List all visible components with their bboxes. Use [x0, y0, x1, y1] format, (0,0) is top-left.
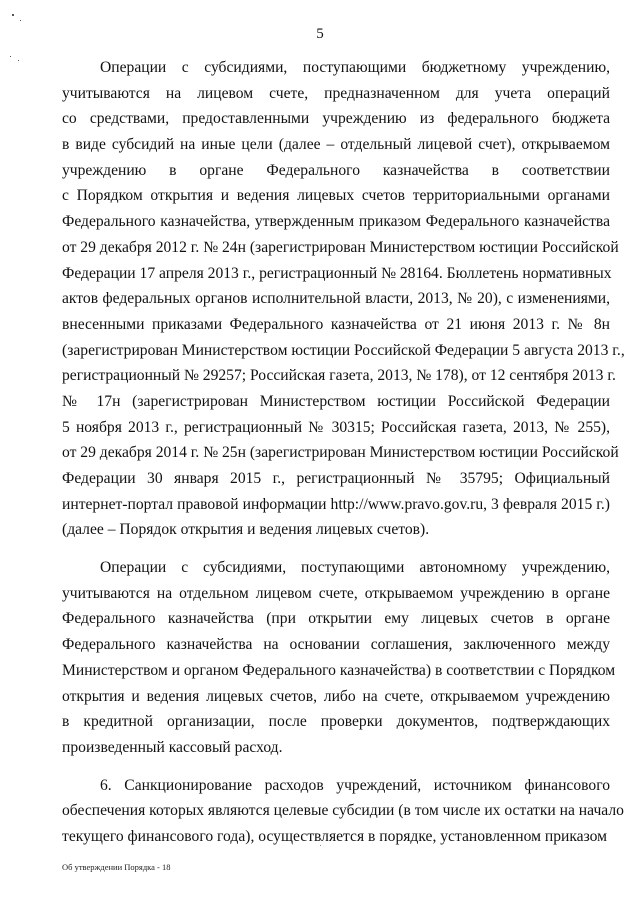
page-number: 5	[316, 26, 324, 42]
text-line: со средствами, предоставленными учреждению из федерального бюджета	[62, 110, 610, 128]
text-line: с Порядком открытия и ведения лицевых счетов территориальными органами	[62, 187, 610, 205]
text-line: Федерального казначейства, утвержденным приказом Федерального казначейства	[62, 213, 610, 231]
text-line: произведенный кассовый расход.	[62, 738, 283, 756]
text-line: от 29 декабря 2012 г. № 24н (зарегистрирован Министерством юстиции Российской	[62, 238, 619, 256]
scan-speck	[20, 20, 21, 21]
text-line: Операции с субсидиями, поступающими автономному учреждению,	[100, 559, 610, 577]
text-line: 5 ноября 2013 г., регистрационный № 30315; Российская газета, 2013, № 255),	[62, 418, 610, 436]
text-line: № 17н (зарегистрирован Министерством юстиции Российской Федерации	[62, 392, 610, 410]
scan-speck	[12, 14, 14, 16]
text-line: (далее – Порядок открытия и ведения лицевых счетов).	[62, 521, 430, 539]
text-line: Федерального казначейства на основании соглашения, заключенного между	[62, 636, 610, 654]
paragraph	[62, 55, 625, 543]
footer-note: Об утверждении Порядка - 18	[62, 862, 171, 872]
text-line: учреждению в органе Федерального казначейства в соответствии	[62, 161, 610, 179]
paragraph-gap	[62, 543, 610, 555]
text-line: 6. Санкционирование расходов учреждений, источником финансового	[100, 776, 610, 794]
text-line: от 29 декабря 2014 г. № 25н (зарегистрирован Министерством юстиции Российской	[62, 444, 619, 462]
text-line: текущего финансового года), осуществляется в порядке, установленном приказом	[62, 827, 608, 845]
text-line: учитываются на лицевом счете, предназначенном для учета операций	[62, 84, 610, 102]
text-line: внесенными приказами Федерального казначейства от 21 июня 2013 г. № 8н	[62, 315, 610, 333]
text-line: открытия и ведения лицевых счетов, либо на счете, открываемом учреждению	[62, 687, 610, 705]
scan-speck	[18, 60, 19, 61]
paragraph-gap	[62, 761, 610, 773]
text-line: Операции с субсидиями, поступающими бюджетному учреждению,	[100, 59, 610, 76]
text-line: регистрационный № 29257; Российская газета, 2013, № 178), от 12 сентября 2013 г.	[62, 367, 616, 385]
text-line: обеспечения которых являются целевые субсидии (в том числе их остатки на начало	[62, 802, 624, 820]
document-body	[62, 55, 625, 850]
scan-speck	[10, 56, 11, 57]
text-line: в виде субсидий на иные цели (далее – отдельный лицевой счет), открываемом	[62, 136, 610, 154]
text-line: в кредитной организации, после проверки документов, подтверждающих	[62, 713, 610, 731]
text-line: Федерального казначейства (при открытии ему лицевых счетов в органе	[62, 610, 610, 628]
text-line: Федерации 17 апреля 2013 г., регистрационный № 28164. Бюллетень нормативных	[62, 264, 612, 282]
text-line: учитываются на отдельном лицевом счете, открываемом учреждению в органе	[62, 584, 610, 602]
text-line: Федерации 30 января 2015 г., регистрационный № 35795; Официальный	[62, 470, 610, 487]
paragraph	[62, 773, 624, 850]
text-line: актов федеральных органов исполнительной власти, 2013, № 20), с изменениями,	[62, 290, 610, 308]
text-line: интернет-портал правовой информации http://www.pravo.gov.ru, 3 февраля 2015 г.)	[62, 495, 610, 513]
text-line: (зарегистрирован Министерством юстиции Российской Федерации 5 августа 2013 г.,	[62, 341, 625, 359]
text-line: Министерством и органом Федерального казначейства) в соответствии с Порядком	[62, 661, 616, 679]
paragraph	[62, 555, 616, 761]
